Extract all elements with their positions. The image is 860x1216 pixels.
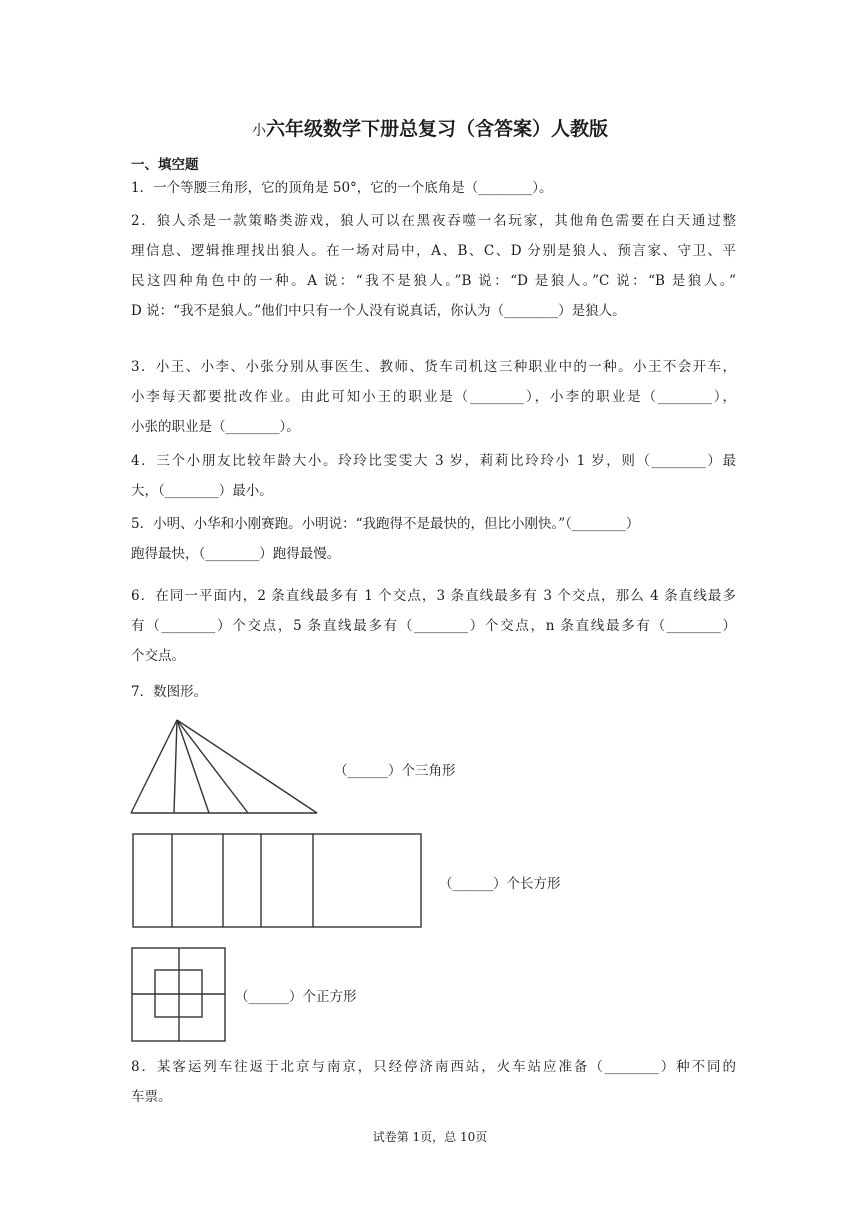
title-prefix: 小 (251, 123, 266, 139)
question-line: 5．小明、小华和小刚赛跑。小明说：“我跑得不是最快的，但比小刚快。”（________） (131, 516, 640, 532)
triangles-count-label: （______）个三角形 (334, 763, 456, 779)
question-line: 有（________）个交点，5 条直线最多有（________）个交点，n 条直线最多有（________） (131, 618, 736, 634)
squares-count-label: （______）个正方形 (235, 989, 357, 1005)
triangle-inner-line (177, 720, 248, 813)
question-8 (131, 1052, 736, 1112)
question-line: 6．在同一平面内，2 条直线最多有 1 个交点，3 条直线最多有 3 个交点，那么 4 条直线最多 (131, 588, 736, 604)
outer-rectangle (133, 834, 421, 927)
triangle-inner-line (174, 720, 177, 813)
question-line: 小李每天都要批改作业。由此可知小王的职业是（________），小李的职业是（________）， (131, 389, 736, 405)
question-line: 理信息、逻辑推理找出狼人。在一场对局中，A、B、C、D 分别是狼人、预言家、守卫、平 (131, 243, 736, 259)
square-figure (130, 946, 228, 1044)
page-title (0, 114, 860, 141)
triangle-edge (131, 720, 177, 813)
question-line: 3．小王、小李、小张分别从事医生、教师、货车司机这三种职业中的一种。小王不会开车， (131, 359, 736, 375)
question-line: 个交点。 (131, 648, 185, 664)
question-4 (131, 446, 736, 506)
question-3 (131, 352, 736, 442)
title-main: 六年级数学下册总复习（含答案）人教版 (265, 118, 608, 140)
question-7 (131, 677, 736, 707)
question-2 (131, 206, 736, 326)
rectangles-count-label: （______）个长方形 (439, 876, 561, 892)
rectangle-figure (131, 832, 425, 930)
question-line: 4．三个小朋友比较年龄大小。玲玲比雯雯大 3 岁，莉莉比玲玲小 1 岁，则（________）最 (131, 453, 736, 469)
question-line: D 说：“我不是狼人。”他们中只有一个人没有说真话，你认为（________）是狼人。 (131, 303, 626, 319)
triangle-edge (177, 720, 317, 813)
question-line: 8．某客运列车往返于北京与南京，只经停济南西站，火车站应准备（________）种不同的 (131, 1059, 736, 1075)
question-line: 车票。 (131, 1089, 172, 1105)
question-line: 1．一个等腰三角形，它的顶角是 50°，它的一个底角是（________）。 (131, 180, 553, 196)
question-6 (131, 581, 736, 671)
triangle-figure (128, 716, 322, 816)
question-line: 跑得最快，（________）跑得最慢。 (131, 546, 341, 562)
page-footer: 试卷第 1页，总 10页 (372, 1130, 488, 1144)
section-heading: 一、填空题 (131, 157, 199, 173)
question-line: 民这四种角色中的一种。A 说：“我不是狼人。”B 说：“D 是狼人。”C 说：“B 是狼人。” (131, 273, 736, 289)
question-line: 7．数图形。 (131, 684, 208, 700)
question-1 (131, 173, 736, 203)
question-5 (131, 509, 736, 569)
question-line: 大，（________）最小。 (131, 483, 273, 499)
triangle-inner-line (177, 720, 209, 813)
question-line: 小张的职业是（________）。 (131, 419, 300, 435)
question-line: 2．狼人杀是一款策略类游戏，狼人可以在黑夜吞噬一名玩家，其他角色需要在白天通过整 (131, 213, 736, 229)
